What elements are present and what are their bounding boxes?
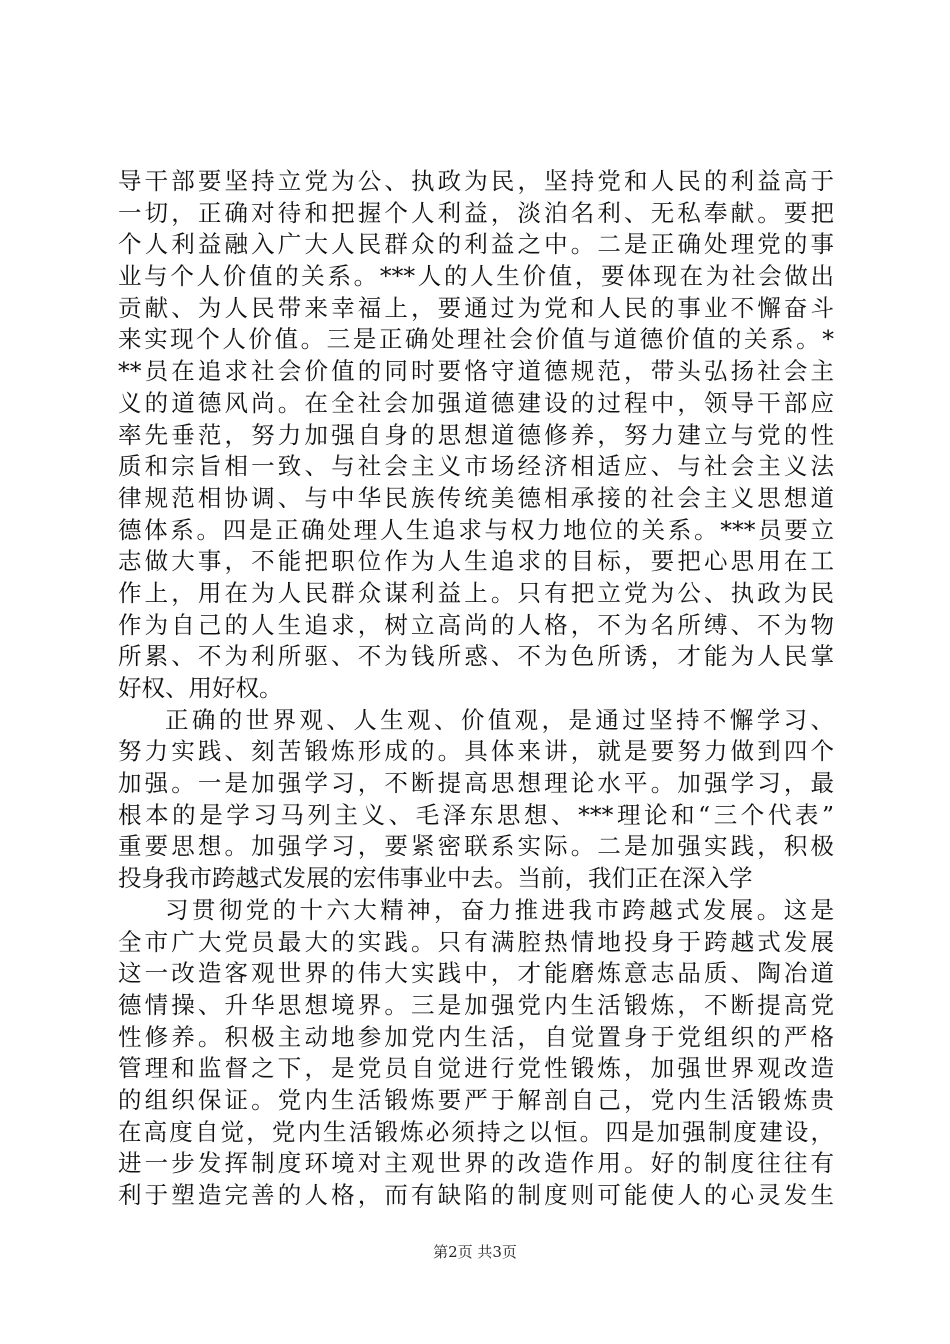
body-text [118, 166, 834, 1212]
text-line: 好权、用好权。 [118, 674, 283, 702]
text-line: 德体系。四是正确处理人生追求与权力地位的关系。***员要立 [118, 515, 834, 544]
text-line: 来实现个人价值。三是正确处理社会价值与道德价值的关系。* [118, 325, 834, 354]
text-line: 的组织保证。党内生活锻炼要严于解剖自己，党内生活锻炼贵 [118, 1085, 834, 1114]
text-line: 律规范相协调、与中华民族传统美德相承接的社会主义思想道 [118, 483, 834, 512]
text-line: 投身我市跨越式发展的宏伟事业中去。当前，我们正在深入学 [118, 864, 753, 893]
text-line: 在高度自觉，党内生活锻炼必须持之以恒。四是加强制度建设， [118, 1117, 834, 1146]
text-line: 业与个人价值的关系。***人的人生价值，要体现在为社会做出 [118, 262, 834, 291]
text-line: 根本的是学习马列主义、毛泽东思想、***理论和“三个代表” [118, 800, 834, 829]
text-line: 德情操、升华思想境界。三是加强党内生活锻炼，不断提高党 [118, 990, 834, 1019]
text-line: 志做大事，不能把职位作为人生追求的目标，要把心思用在工 [118, 547, 834, 576]
text-line: 努力实践、刻苦锻炼形成的。具体来讲，就是要努力做到四个 [118, 737, 834, 766]
text-line: 质和宗旨相一致、与社会主义市场经济相适应、与社会主义法 [118, 452, 834, 481]
text-line: 这一改造客观世界的伟大实践中，才能磨炼意志品质、陶冶道 [118, 959, 834, 988]
text-line: 率先垂范，努力加强自身的思想道德修养，努力建立与党的性 [118, 420, 834, 449]
text-line: 作上，用在为人民群众谋利益上。只有把立党为公、执政为民 [118, 578, 834, 607]
text-line: 贡献、为人民带来幸福上，要通过为党和人民的事业不懈奋斗 [118, 293, 834, 322]
text-line: **员在追求社会价值的同时要恪守道德规范，带头弘扬社会主 [118, 357, 834, 386]
text-line: 加强。一是加强学习，不断提高思想理论水平。加强学习，最 [118, 769, 834, 798]
text-line: 一切，正确对待和把握个人利益，淡泊名利、无私奉献。要把 [118, 198, 834, 227]
text-line: 义的道德风尚。在全社会加强道德建设的过程中，领导干部应 [118, 388, 834, 417]
text-line: 所累、不为利所驱、不为钱所惑、不为色所诱，才能为人民掌 [118, 642, 834, 671]
text-line: 性修养。积极主动地参加党内生活，自觉置身于党组织的严格 [118, 1022, 834, 1051]
text-line: 正确的世界观、人生观、价值观，是通过坚持不懈学习、 [165, 705, 834, 734]
text-line: 习贯彻党的十六大精神，奋力推进我市跨越式发展。这是 [165, 895, 834, 924]
page-number-footer: 第2页 共3页 [433, 1243, 517, 1261]
text-line: 导干部要坚持立党为公、执政为民，坚持党和人民的利益高于 [118, 167, 834, 195]
text-line: 重要思想。加强学习，要紧密联系实际。二是加强实践，积极 [118, 832, 834, 861]
text-line: 个人利益融入广大人民群众的利益之中。二是正确处理党的事 [118, 230, 834, 259]
text-line: 作为自己的人生追求，树立高尚的人格，不为名所缚、不为物 [118, 610, 834, 639]
text-line: 利于塑造完善的人格，而有缺陷的制度则可能使人的心灵发生 [118, 1181, 834, 1209]
text-line: 进一步发挥制度环境对主观世界的改造作用。好的制度往往有 [118, 1149, 834, 1178]
text-line: 全市广大党员最大的实践。只有满腔热情地投身于跨越式发展 [118, 927, 834, 956]
text-line: 管理和监督之下，是党员自觉进行党性锻炼，加强世界观改造 [118, 1054, 834, 1083]
